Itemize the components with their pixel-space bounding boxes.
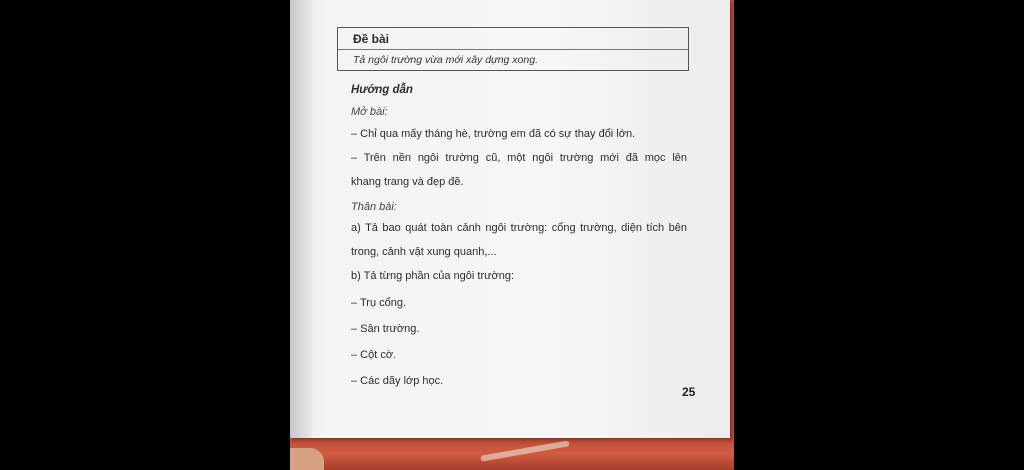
body-line-b: b) Tả từng phần của ngôi trường: <box>351 270 515 282</box>
intro-label: Mở bài: <box>351 106 388 118</box>
task-prompt: Tả ngôi trường vừa mới xây dựng xong. <box>353 54 538 66</box>
page-number: 25 <box>682 385 696 399</box>
body-line-a1: a) Tả bao quát toàn cảnh ngôi trường: cổng trường, diện tích bên <box>351 222 687 234</box>
task-divider <box>338 49 688 50</box>
body-label: Thân bài: <box>351 201 397 213</box>
photo-frame <box>290 0 734 470</box>
guide-heading: Hướng dẫn <box>351 84 413 96</box>
body-line-a2: trong, cảnh vật xung quanh,... <box>351 246 497 258</box>
task-box <box>337 27 689 71</box>
task-title: Đề bài <box>353 32 390 46</box>
intro-line-2a: – Trên nền ngôi trường cũ, một ngôi trường mới đã mọc lên <box>351 152 687 164</box>
list-item: – Trụ cổng. <box>351 297 407 309</box>
list-item: – Sân trường. <box>351 323 420 335</box>
page-edge <box>730 0 734 440</box>
thumb <box>290 448 324 470</box>
book-spine <box>290 0 312 438</box>
list-item: – Cột cờ. <box>351 349 397 361</box>
list-item: – Các dãy lớp học. <box>351 375 444 387</box>
intro-line-1: – Chỉ qua mấy tháng hè, trường em đã có sự thay đổi lớn. <box>351 128 636 140</box>
book-page <box>290 0 730 438</box>
intro-line-2b: khang trang và đẹp đẽ. <box>351 176 464 188</box>
